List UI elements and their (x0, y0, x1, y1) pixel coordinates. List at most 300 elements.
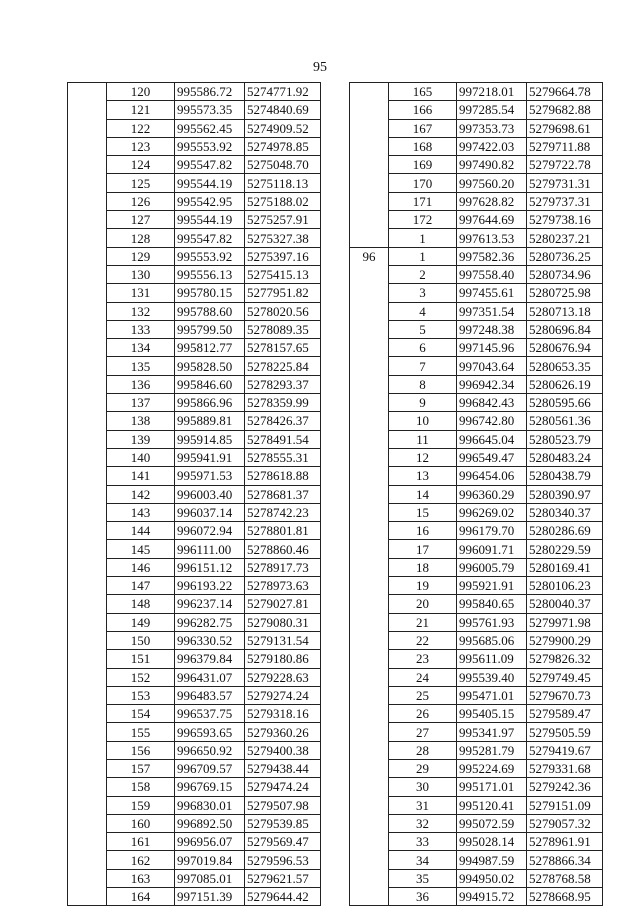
group-cell (68, 284, 107, 302)
table-row (350, 522, 603, 540)
y-coordinate-cell: 5274840.69 (245, 101, 321, 119)
group-cell (350, 540, 389, 558)
x-coordinate-cell: 995866.96 (175, 394, 245, 412)
group-cell (350, 577, 389, 595)
group-cell (350, 595, 389, 613)
table-row (68, 211, 321, 229)
x-coordinate-cell: 997248.38 (457, 320, 527, 338)
table-row (68, 320, 321, 338)
y-coordinate-cell: 5280237.21 (527, 229, 603, 247)
table-row (350, 83, 603, 101)
group-cell (350, 759, 389, 777)
y-coordinate-cell: 5279738.16 (527, 211, 603, 229)
table-row (68, 284, 321, 302)
x-coordinate-cell: 995846.60 (175, 375, 245, 393)
x-coordinate-cell: 995405.15 (457, 705, 527, 723)
x-coordinate-cell: 995547.82 (175, 229, 245, 247)
group-cell (350, 101, 389, 119)
x-coordinate-cell: 996709.57 (175, 759, 245, 777)
group-cell (68, 137, 107, 155)
y-coordinate-cell: 5280626.19 (527, 375, 603, 393)
table-row (350, 412, 603, 430)
table-row (68, 503, 321, 521)
table-row (350, 430, 603, 448)
point-number-cell: 150 (107, 631, 175, 649)
group-cell (68, 357, 107, 375)
y-coordinate-cell: 5280653.35 (527, 357, 603, 375)
table-row (68, 796, 321, 814)
point-number-cell: 127 (107, 211, 175, 229)
table-row (350, 778, 603, 796)
x-coordinate-cell: 996111.00 (175, 540, 245, 558)
y-coordinate-cell: 5275327.38 (245, 229, 321, 247)
x-coordinate-cell: 997558.40 (457, 265, 527, 283)
y-coordinate-cell: 5280713.18 (527, 302, 603, 320)
table-row (68, 137, 321, 155)
table-row (350, 577, 603, 595)
point-number-cell: 134 (107, 339, 175, 357)
table-row (350, 174, 603, 192)
group-cell (68, 83, 107, 101)
table-row (68, 467, 321, 485)
x-coordinate-cell: 997218.01 (457, 83, 527, 101)
x-coordinate-cell: 995553.92 (175, 247, 245, 265)
point-number-cell: 126 (107, 192, 175, 210)
y-coordinate-cell: 5274978.85 (245, 137, 321, 155)
point-number-cell: 135 (107, 357, 175, 375)
point-number-cell: 139 (107, 430, 175, 448)
y-coordinate-cell: 5279670.73 (527, 686, 603, 704)
point-number-cell: 10 (389, 412, 457, 430)
x-coordinate-cell: 996537.75 (175, 705, 245, 723)
x-coordinate-cell: 995547.82 (175, 156, 245, 174)
group-cell (68, 540, 107, 558)
group-cell (350, 467, 389, 485)
group-cell (350, 302, 389, 320)
y-coordinate-cell: 5280561.36 (527, 412, 603, 430)
point-number-cell: 172 (389, 211, 457, 229)
y-coordinate-cell: 5278860.46 (245, 540, 321, 558)
y-coordinate-cell: 5279360.26 (245, 723, 321, 741)
y-coordinate-cell: 5279698.61 (527, 119, 603, 137)
y-coordinate-cell: 5279242.36 (527, 778, 603, 796)
y-coordinate-cell: 5278668.95 (527, 888, 603, 906)
group-cell (68, 412, 107, 430)
point-number-cell: 36 (389, 888, 457, 906)
y-coordinate-cell: 5278973.63 (245, 577, 321, 595)
point-number-cell: 1 (389, 229, 457, 247)
x-coordinate-cell: 996593.65 (175, 723, 245, 741)
y-coordinate-cell: 5275257.91 (245, 211, 321, 229)
x-coordinate-cell: 997043.64 (457, 357, 527, 375)
group-cell (68, 723, 107, 741)
x-coordinate-cell: 996892.50 (175, 814, 245, 832)
table-row (68, 430, 321, 448)
x-coordinate-cell: 995840.65 (457, 595, 527, 613)
table-row (68, 577, 321, 595)
x-coordinate-cell: 996942.34 (457, 375, 527, 393)
y-coordinate-cell: 5274771.92 (245, 83, 321, 101)
group-cell (68, 320, 107, 338)
x-coordinate-cell: 994915.72 (457, 888, 527, 906)
point-number-cell: 32 (389, 814, 457, 832)
y-coordinate-cell: 5279474.24 (245, 778, 321, 796)
y-coordinate-cell: 5278866.34 (527, 851, 603, 869)
y-coordinate-cell: 5280595.66 (527, 394, 603, 412)
x-coordinate-cell: 995971.53 (175, 467, 245, 485)
point-number-cell: 136 (107, 375, 175, 393)
table-row (350, 339, 603, 357)
group-cell: 96 (350, 247, 389, 265)
y-coordinate-cell: 5279507.98 (245, 796, 321, 814)
table-row (68, 558, 321, 576)
point-number-cell: 164 (107, 888, 175, 906)
point-number-cell: 163 (107, 869, 175, 887)
y-coordinate-cell: 5279711.88 (527, 137, 603, 155)
point-number-cell: 128 (107, 229, 175, 247)
x-coordinate-cell: 997560.20 (457, 174, 527, 192)
point-number-cell: 140 (107, 448, 175, 466)
point-number-cell: 120 (107, 83, 175, 101)
group-cell (350, 869, 389, 887)
group-cell (68, 796, 107, 814)
table-row (68, 156, 321, 174)
x-coordinate-cell: 996842.43 (457, 394, 527, 412)
group-cell (350, 320, 389, 338)
point-number-cell: 167 (389, 119, 457, 137)
table-row (68, 631, 321, 649)
group-cell (68, 888, 107, 906)
group-cell (68, 302, 107, 320)
group-cell (68, 558, 107, 576)
table-row (350, 796, 603, 814)
y-coordinate-cell: 5277951.82 (245, 284, 321, 302)
point-number-cell: 3 (389, 284, 457, 302)
group-cell (68, 192, 107, 210)
group-cell (68, 430, 107, 448)
group-cell (68, 156, 107, 174)
group-cell (350, 211, 389, 229)
x-coordinate-cell: 996072.94 (175, 522, 245, 540)
group-cell (68, 174, 107, 192)
table-row (350, 394, 603, 412)
x-coordinate-cell: 996330.52 (175, 631, 245, 649)
x-coordinate-cell: 995542.95 (175, 192, 245, 210)
table-row (68, 723, 321, 741)
table-row (350, 814, 603, 832)
group-cell (350, 83, 389, 101)
x-coordinate-cell: 995761.93 (457, 613, 527, 631)
x-coordinate-cell: 997422.03 (457, 137, 527, 155)
group-cell (350, 119, 389, 137)
group-cell (350, 485, 389, 503)
x-coordinate-cell: 995556.13 (175, 265, 245, 283)
point-number-cell: 142 (107, 485, 175, 503)
y-coordinate-cell: 5275415.13 (245, 265, 321, 283)
point-number-cell: 125 (107, 174, 175, 192)
x-coordinate-cell: 995539.40 (457, 668, 527, 686)
point-number-cell: 25 (389, 686, 457, 704)
group-cell (350, 631, 389, 649)
x-coordinate-cell: 995921.91 (457, 577, 527, 595)
table-row (68, 357, 321, 375)
point-number-cell: 166 (389, 101, 457, 119)
y-coordinate-cell: 5279539.85 (245, 814, 321, 832)
group-cell (350, 814, 389, 832)
y-coordinate-cell: 5280390.97 (527, 485, 603, 503)
group-cell (350, 137, 389, 155)
group-cell (350, 430, 389, 448)
group-cell (68, 394, 107, 412)
point-number-cell: 26 (389, 705, 457, 723)
x-coordinate-cell: 997644.69 (457, 211, 527, 229)
table-row (350, 284, 603, 302)
point-number-cell: 20 (389, 595, 457, 613)
y-coordinate-cell: 5279589.47 (527, 705, 603, 723)
x-coordinate-cell: 995780.15 (175, 284, 245, 302)
group-cell (68, 265, 107, 283)
point-number-cell: 145 (107, 540, 175, 558)
point-number-cell: 1 (389, 247, 457, 265)
table-row (350, 668, 603, 686)
group-cell (350, 833, 389, 851)
y-coordinate-cell: 5280229.59 (527, 540, 603, 558)
group-cell (68, 778, 107, 796)
y-coordinate-cell: 5279419.67 (527, 741, 603, 759)
point-number-cell: 147 (107, 577, 175, 595)
point-number-cell: 154 (107, 705, 175, 723)
y-coordinate-cell: 5278681.37 (245, 485, 321, 503)
table-row (350, 247, 603, 265)
table-row (350, 320, 603, 338)
x-coordinate-cell: 995788.60 (175, 302, 245, 320)
group-cell (350, 284, 389, 302)
y-coordinate-cell: 5279826.32 (527, 650, 603, 668)
group-cell (350, 723, 389, 741)
y-coordinate-cell: 5278020.56 (245, 302, 321, 320)
group-cell (350, 339, 389, 357)
table-row (350, 705, 603, 723)
point-number-cell: 165 (389, 83, 457, 101)
group-cell (68, 339, 107, 357)
x-coordinate-cell: 996650.92 (175, 741, 245, 759)
table-row (350, 265, 603, 283)
y-coordinate-cell: 5274909.52 (245, 119, 321, 137)
table-row (68, 485, 321, 503)
group-cell (68, 448, 107, 466)
point-number-cell: 2 (389, 265, 457, 283)
x-coordinate-cell: 995120.41 (457, 796, 527, 814)
table-row (68, 412, 321, 430)
group-cell (68, 814, 107, 832)
y-coordinate-cell: 5280106.23 (527, 577, 603, 595)
group-cell (350, 503, 389, 521)
point-number-cell: 156 (107, 741, 175, 759)
point-number-cell: 35 (389, 869, 457, 887)
y-coordinate-cell: 5280734.96 (527, 265, 603, 283)
x-coordinate-cell: 996151.12 (175, 558, 245, 576)
point-number-cell: 151 (107, 650, 175, 668)
y-coordinate-cell: 5279274.24 (245, 686, 321, 704)
group-cell (350, 650, 389, 668)
group-cell (350, 448, 389, 466)
y-coordinate-cell: 5279180.86 (245, 650, 321, 668)
x-coordinate-cell: 996454.06 (457, 467, 527, 485)
x-coordinate-cell: 996237.14 (175, 595, 245, 613)
table-row (68, 613, 321, 631)
table-row (68, 229, 321, 247)
group-cell (350, 192, 389, 210)
point-number-cell: 23 (389, 650, 457, 668)
table-row (68, 375, 321, 393)
x-coordinate-cell: 995799.50 (175, 320, 245, 338)
y-coordinate-cell: 5280286.69 (527, 522, 603, 540)
group-cell (68, 375, 107, 393)
y-coordinate-cell: 5279505.59 (527, 723, 603, 741)
point-number-cell: 169 (389, 156, 457, 174)
point-number-cell: 143 (107, 503, 175, 521)
table-row (350, 759, 603, 777)
group-cell (350, 394, 389, 412)
x-coordinate-cell: 995544.19 (175, 174, 245, 192)
table-row (68, 778, 321, 796)
group-cell (350, 156, 389, 174)
table-row (350, 833, 603, 851)
x-coordinate-cell: 997351.54 (457, 302, 527, 320)
point-number-cell: 7 (389, 357, 457, 375)
x-coordinate-cell: 997151.39 (175, 888, 245, 906)
x-coordinate-cell: 996956.07 (175, 833, 245, 851)
point-number-cell: 28 (389, 741, 457, 759)
point-number-cell: 162 (107, 851, 175, 869)
table-row (350, 686, 603, 704)
group-cell (68, 833, 107, 851)
x-coordinate-cell: 997085.01 (175, 869, 245, 887)
point-number-cell: 27 (389, 723, 457, 741)
x-coordinate-cell: 996193.22 (175, 577, 245, 595)
group-cell (350, 558, 389, 576)
x-coordinate-cell: 996769.15 (175, 778, 245, 796)
x-coordinate-cell: 995812.77 (175, 339, 245, 357)
y-coordinate-cell: 5275048.70 (245, 156, 321, 174)
table-row (350, 467, 603, 485)
table-row (68, 174, 321, 192)
x-coordinate-cell: 995586.72 (175, 83, 245, 101)
table-row (350, 503, 603, 521)
x-coordinate-cell: 996483.57 (175, 686, 245, 704)
y-coordinate-cell: 5279596.53 (245, 851, 321, 869)
y-coordinate-cell: 5280438.79 (527, 467, 603, 485)
point-number-cell: 161 (107, 833, 175, 851)
y-coordinate-cell: 5280676.94 (527, 339, 603, 357)
group-cell (68, 119, 107, 137)
group-cell (68, 851, 107, 869)
x-coordinate-cell: 996431.07 (175, 668, 245, 686)
y-coordinate-cell: 5278491.54 (245, 430, 321, 448)
y-coordinate-cell: 5275118.13 (245, 174, 321, 192)
y-coordinate-cell: 5278157.65 (245, 339, 321, 357)
table-row (350, 558, 603, 576)
x-coordinate-cell: 996379.84 (175, 650, 245, 668)
table-row (68, 522, 321, 540)
table-row (68, 101, 321, 119)
y-coordinate-cell: 5278089.35 (245, 320, 321, 338)
group-cell (68, 759, 107, 777)
x-coordinate-cell: 995544.19 (175, 211, 245, 229)
group-cell (350, 796, 389, 814)
table-row (68, 265, 321, 283)
point-number-cell: 5 (389, 320, 457, 338)
table-row (68, 448, 321, 466)
x-coordinate-cell: 995828.50 (175, 357, 245, 375)
y-coordinate-cell: 5278917.73 (245, 558, 321, 576)
table-row (350, 448, 603, 466)
point-number-cell: 29 (389, 759, 457, 777)
x-coordinate-cell: 995471.01 (457, 686, 527, 704)
group-cell (68, 467, 107, 485)
point-number-cell: 22 (389, 631, 457, 649)
x-coordinate-cell: 997628.82 (457, 192, 527, 210)
y-coordinate-cell: 5279664.78 (527, 83, 603, 101)
table-row (68, 394, 321, 412)
x-coordinate-cell: 995224.69 (457, 759, 527, 777)
point-number-cell: 171 (389, 192, 457, 210)
y-coordinate-cell: 5280523.79 (527, 430, 603, 448)
table-row (68, 302, 321, 320)
point-number-cell: 160 (107, 814, 175, 832)
y-coordinate-cell: 5279971.98 (527, 613, 603, 631)
group-cell (68, 650, 107, 668)
table-row (350, 485, 603, 503)
y-coordinate-cell: 5279682.88 (527, 101, 603, 119)
table-row (350, 540, 603, 558)
table-row (68, 83, 321, 101)
group-cell (350, 686, 389, 704)
group-cell (68, 247, 107, 265)
x-coordinate-cell: 994950.02 (457, 869, 527, 887)
x-coordinate-cell: 996830.01 (175, 796, 245, 814)
y-coordinate-cell: 5279438.44 (245, 759, 321, 777)
x-coordinate-cell: 996179.70 (457, 522, 527, 540)
x-coordinate-cell: 994987.59 (457, 851, 527, 869)
point-number-cell: 30 (389, 778, 457, 796)
y-coordinate-cell: 5279731.31 (527, 174, 603, 192)
group-cell (68, 595, 107, 613)
y-coordinate-cell: 5279151.09 (527, 796, 603, 814)
x-coordinate-cell: 997019.84 (175, 851, 245, 869)
coordinate-table-right (349, 82, 603, 906)
group-cell (68, 101, 107, 119)
x-coordinate-cell: 996037.14 (175, 503, 245, 521)
point-number-cell: 149 (107, 613, 175, 631)
table-row (350, 137, 603, 155)
table-row (350, 869, 603, 887)
y-coordinate-cell: 5279400.38 (245, 741, 321, 759)
table-row (350, 650, 603, 668)
point-number-cell: 123 (107, 137, 175, 155)
y-coordinate-cell: 5278801.81 (245, 522, 321, 540)
table-row (68, 833, 321, 851)
x-coordinate-cell: 997613.53 (457, 229, 527, 247)
table-row (350, 375, 603, 393)
group-cell (350, 375, 389, 393)
group-cell (350, 705, 389, 723)
group-cell (350, 357, 389, 375)
y-coordinate-cell: 5280169.41 (527, 558, 603, 576)
table-row (68, 869, 321, 887)
y-coordinate-cell: 5278359.99 (245, 394, 321, 412)
point-number-cell: 157 (107, 759, 175, 777)
